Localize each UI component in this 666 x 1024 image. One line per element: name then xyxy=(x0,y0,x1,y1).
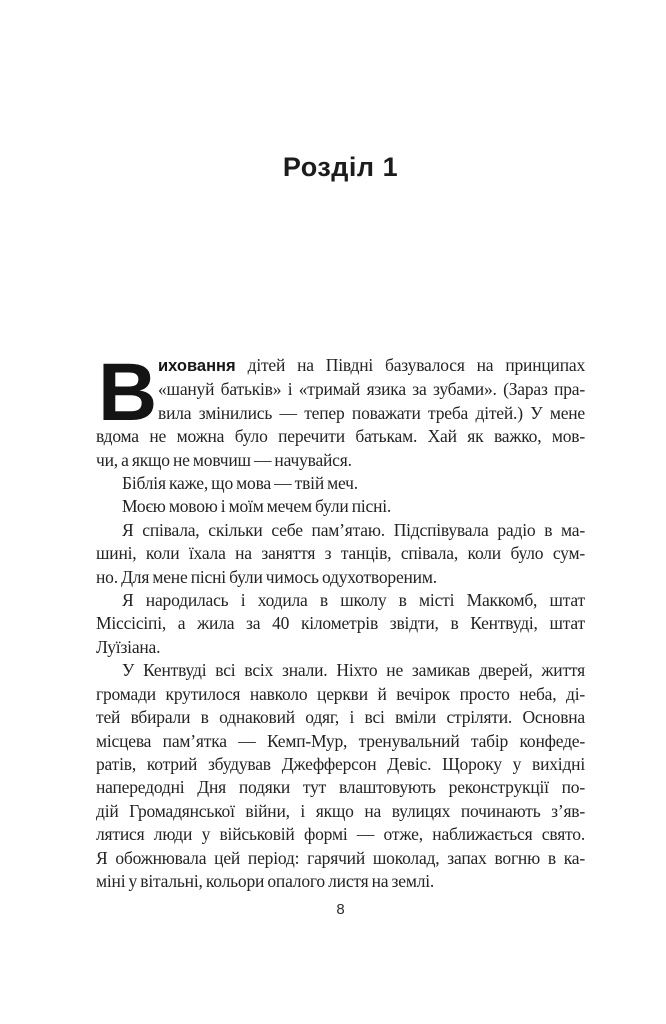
paragraph xyxy=(96,472,585,495)
paragraph xyxy=(96,519,585,589)
text-line: місцева пам’ятка — Кемп-Мур, тренувальний табір конфеде- xyxy=(96,730,585,751)
bold-lead-word: иховання xyxy=(158,357,236,375)
text-line: громади крутилося навколо церкви й вечірок просто неба, ді- xyxy=(96,683,585,704)
text-line: У Кентвуді всі всіх знали. Ніхто не замикав дверей, життя xyxy=(122,660,585,681)
text-line: Я народилась і ходила в школу в місті Маккомб, штат xyxy=(122,590,585,611)
chapter-heading: Розділ 1 xyxy=(282,152,399,182)
text-line: вила змінились — тепер поважати треба дітей.) У мене xyxy=(158,402,585,423)
paragraph xyxy=(96,495,585,518)
text-line: чи, а якщо не мовчиш — начувайся. xyxy=(96,449,352,470)
text-line: лятися люди у військовій формі — отже, наближається свято. xyxy=(96,824,585,845)
text-column xyxy=(96,0,585,918)
drop-cap: В xyxy=(98,347,158,438)
text-line: тей вбирали в однаковий одяг, і всі вміли стріляти. Основна xyxy=(96,707,585,728)
text-line: шині, коли їхала на заняття з танців, співала, коли було сум- xyxy=(96,543,585,564)
text-line: иховання дітей на Півдні базувалося на принципах xyxy=(158,355,585,375)
paragraph xyxy=(96,589,585,659)
text-line: Біблія каже, що мова — твій меч. xyxy=(122,473,358,494)
text-line: Луїзіана. xyxy=(96,636,161,657)
paragraph xyxy=(96,659,585,893)
text-line: Я обожнювала цей період: гарячий шоколад, запах вогню в ка- xyxy=(96,847,585,868)
text-line: но. Для мене пісні були чимось одухотвореним. xyxy=(96,566,437,587)
text-line: міні у вітальні, кольори опалого листя на землі. xyxy=(96,870,435,891)
text-line: Моєю мовою і моїм мечем були пісні. xyxy=(122,496,392,517)
page-number: 8 xyxy=(336,901,345,919)
paragraph xyxy=(96,347,585,472)
text-line: вдома не можна було перечити батькам. Хай як важко, мов- xyxy=(96,426,585,447)
text-line: «шануй батьків» і «тримай язика за зубами». (Зараз пра- xyxy=(158,379,585,400)
text-line: Міссісіпі, а жила за 40 кілометрів звідти, в Кентвуді, штат xyxy=(96,613,585,634)
text-line: Я співала, скільки себе пам’ятаю. Підспівувала радіо в ма- xyxy=(122,519,585,540)
text-line: напередодні Дня подяки тут влаштовують реконструкції по- xyxy=(96,777,585,798)
text-line: ратів, котрий збудував Джефферсон Девіс. Щороку у вихідні xyxy=(96,753,585,774)
body-text xyxy=(96,347,585,893)
text-line: дій Громадянської війни, і якщо на вулицях починають з’яв- xyxy=(96,800,585,821)
